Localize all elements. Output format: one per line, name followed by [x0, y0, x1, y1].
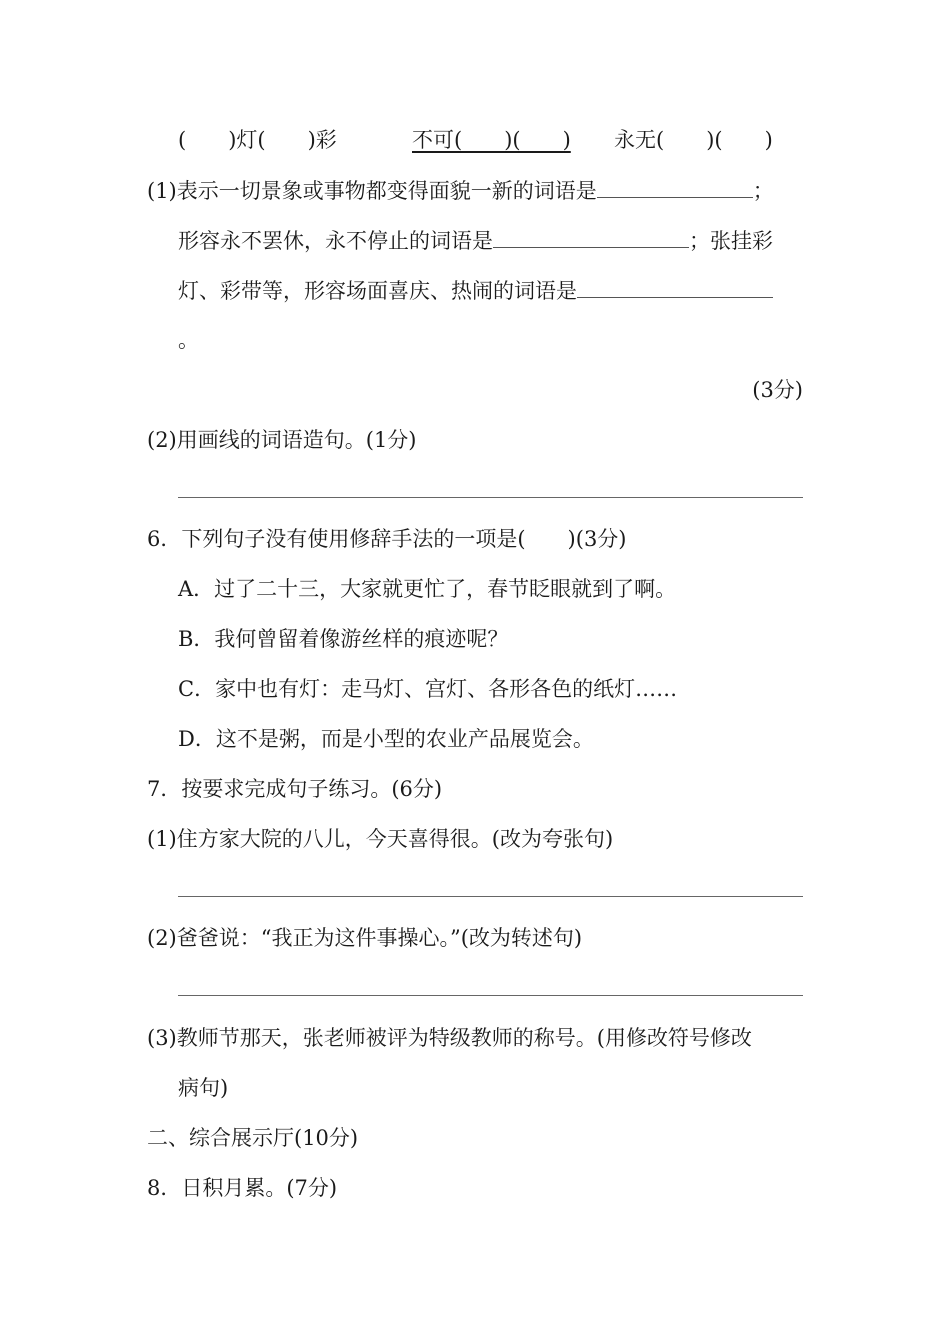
q7-sub2: (2)爸爸说：“我正为这件事操心。”(改为转述句)	[147, 926, 583, 950]
q6-option-b[interactable]: B．我何曾留着像游丝样的痕迹呢？	[178, 627, 509, 651]
answer-line-q5-2[interactable]	[178, 497, 803, 498]
q7-stem: 7．按要求完成句子练习。(6分)	[147, 777, 443, 801]
fill-blank-3[interactable]	[577, 275, 773, 298]
fill-blank-2[interactable]	[493, 225, 689, 248]
q5-1-line3	[178, 275, 773, 306]
q5-1-line4: 。	[178, 328, 199, 352]
q7-sub3-line1: (3)教师节那天，张老师被评为特级教师的称号。(用修改符号修改	[147, 1026, 752, 1050]
q5-1-line1-end: ；	[752, 179, 774, 203]
q5-1-line3-text: 灯、彩带等，形容场面喜庆、热闹的词语是	[178, 279, 577, 303]
q5-1-line1-text: (1)表示一切景象或事物都变得面貌一新的词语是	[147, 179, 597, 203]
q6-stem: 6．下列句子没有使用修辞手法的一项是( )(3分)	[147, 527, 627, 551]
q7-sub1: (1)住方家大院的八儿，今天喜得很。(改为夸张句)	[147, 827, 614, 851]
q5-1-line2-end: ；张挂彩	[689, 229, 773, 253]
word-item-1: ( )灯( )彩	[178, 128, 337, 152]
q5-1-line2	[178, 225, 773, 256]
section-2-title: 二、综合展示厅(10分)	[147, 1126, 359, 1150]
q6-option-c[interactable]: C．家中也有灯：走马灯、宫灯、各形各色的纸灯……	[178, 677, 678, 701]
fill-blank-1[interactable]	[597, 175, 753, 198]
q5-1-line2-text: 形容永不罢休，永不停止的词语是	[178, 229, 493, 253]
q6-option-d[interactable]: D．这不是粥，而是小型的农业产品展览会。	[178, 727, 594, 751]
answer-line-q7-2[interactable]	[178, 995, 803, 996]
answer-line-q7-1[interactable]	[178, 896, 803, 897]
q8-stem: 8．日积月累。(7分)	[147, 1176, 338, 1200]
word-item-3: 永无( )( )	[614, 128, 773, 152]
word-item-2-underlined: 不可( )( )	[412, 128, 571, 152]
q7-sub3-line2: 病句)	[178, 1076, 229, 1100]
q6-option-a[interactable]: A．过了二十三，大家就更忙了，春节眨眼就到了啊。	[178, 577, 677, 601]
q5-1-line1	[147, 175, 774, 206]
q5-2-text: (2)用画线的词语造句。(1分)	[147, 428, 417, 452]
q5-1-score: (3分)	[752, 378, 803, 402]
